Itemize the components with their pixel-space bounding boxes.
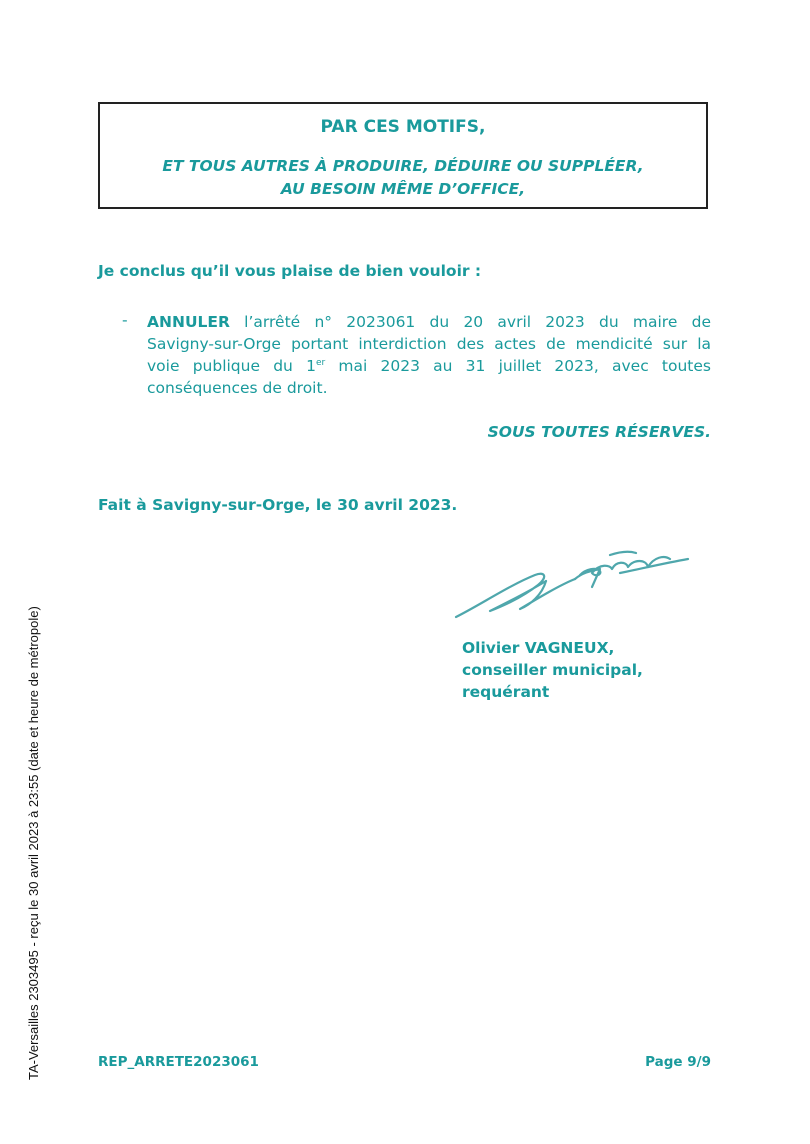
signature-image <box>450 545 695 629</box>
court-receipt-stamp: TA-Versailles 2303495 - reçu le 30 avril 2023 à 23:55 (date et heure de métropole) <box>26 606 41 1080</box>
item-line-1 <box>147 311 711 333</box>
footer-reference: REP_ARRETE2023061 <box>98 1054 259 1070</box>
signer-block <box>462 637 643 703</box>
reserves-text: SOUS TOUTES RÉSERVES. <box>487 423 711 441</box>
item-line-3 <box>147 355 711 377</box>
conclusion-item <box>147 311 711 399</box>
motifs-title: PAR CES MOTIFS, <box>320 117 486 137</box>
motifs-subtitle-line2: AU BESOIN MÊME D’OFFICE, <box>280 180 526 198</box>
item-keyword: ANNULER <box>147 313 230 331</box>
signer-name: Olivier VAGNEUX, <box>462 639 615 657</box>
list-bullet: - <box>122 311 128 329</box>
item-line-3a: voie publique du 1 <box>147 357 316 375</box>
conclusion-intro: Je conclus qu’il vous plaise de bien vouloir : <box>98 262 482 280</box>
item-line-3b: mai 2023 au 31 juillet 2023, avec toutes <box>325 357 711 375</box>
signer-status: requérant <box>462 683 550 701</box>
item-superscript: er <box>315 358 326 368</box>
footer-page-number: Page 9/9 <box>645 1054 711 1070</box>
item-line-2: Savigny-sur-Orge portant interdiction des actes de mendicité sur la <box>147 335 711 353</box>
motifs-subtitle-line1: ET TOUS AUTRES À PRODUIRE, DÉDUIRE OU SUPPLÉER, <box>162 157 644 175</box>
motifs-box <box>98 102 708 209</box>
motifs-subtitle <box>100 155 706 201</box>
signer-role: conseiller municipal, <box>462 661 643 679</box>
signature-icon <box>450 545 695 625</box>
item-line-4: conséquences de droit. <box>147 379 328 397</box>
item-line-1-text: l’arrêté n° 2023061 du 20 avril 2023 du maire de <box>229 313 711 331</box>
place-date: Fait à Savigny-sur-Orge, le 30 avril 2023. <box>98 496 458 514</box>
